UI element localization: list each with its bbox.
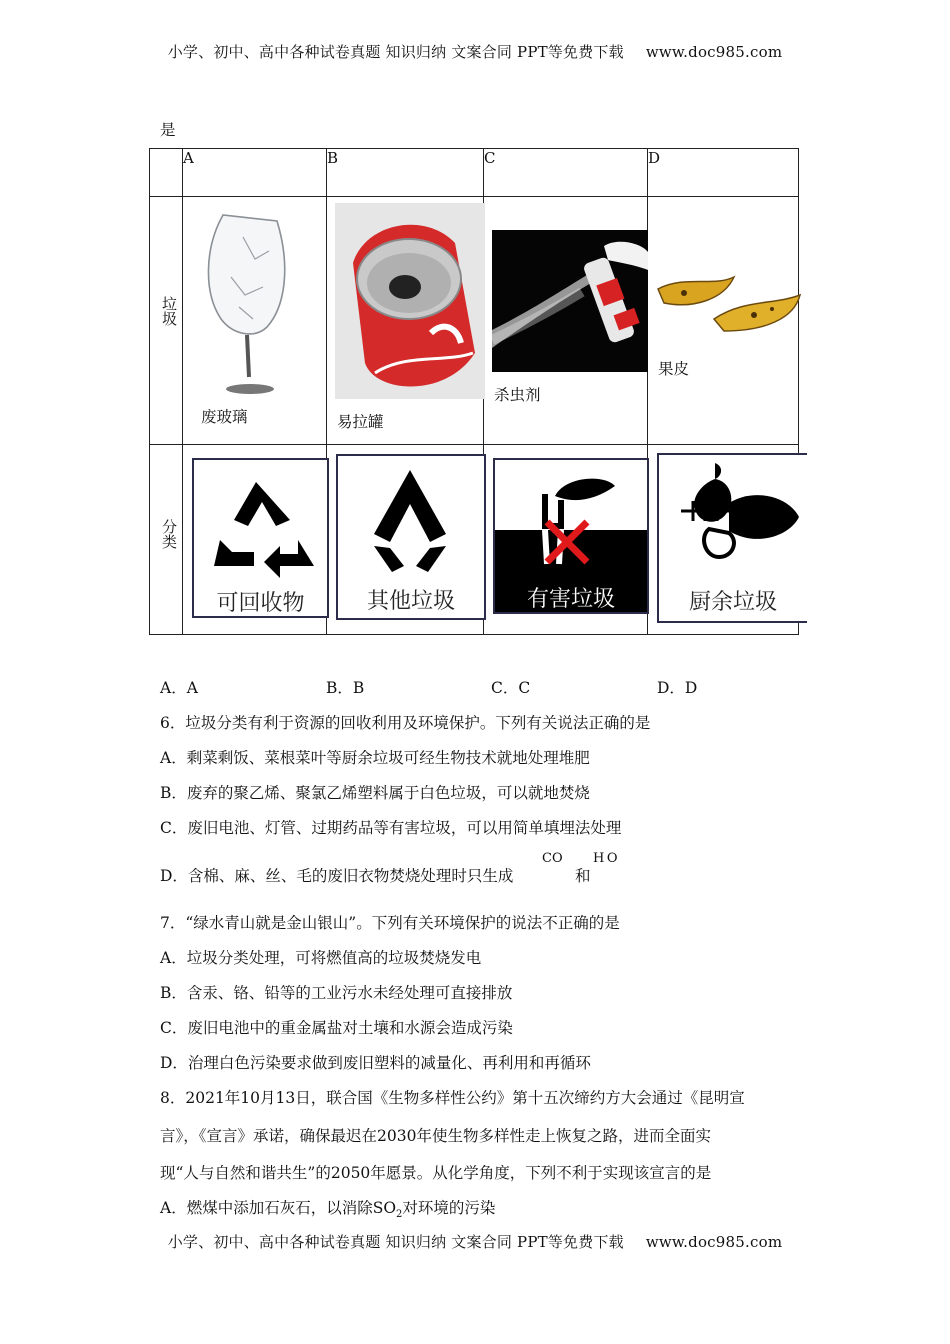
q6-option-b[interactable]: B．废弃的聚乙烯、聚氯乙烯塑料属于白色垃圾，可以就地焚烧 — [160, 784, 590, 802]
row-label-category: 分类 — [160, 519, 178, 549]
item-label-c: 杀虫剂 — [494, 386, 541, 404]
kitchen-waste-sign — [657, 453, 807, 623]
q7-option-b[interactable]: B．含汞、铬、铅等的工业污水未经处理可直接排放 — [160, 984, 513, 1002]
insecticide-spray-image — [492, 230, 648, 372]
banana-peel-image — [654, 269, 804, 339]
q8-option-a-text-end: 对环境的污染 — [402, 1199, 496, 1217]
q6-option-c[interactable]: C．废旧电池、灯管、过期药品等有害垃圾，可以用简单填埋法处理 — [160, 819, 622, 837]
q6-option-a[interactable]: A．剩菜剩饭、菜根菜叶等厨余垃圾可经生物技术就地处理堆肥 — [160, 749, 590, 767]
q8-stem-line1: 8．2021年10月13日，联合国《生物多样性公约》第十五次缔约方大会通过《昆明宣 — [160, 1089, 745, 1107]
q5-option-d[interactable]: D．D — [657, 679, 698, 697]
q5-option-c[interactable]: C．C — [491, 679, 531, 697]
col-header-a: A — [183, 149, 327, 197]
q7-stem: 7．“绿水青山就是金山银山”。下列有关环境保护的说法不正确的是 — [160, 914, 620, 932]
page-header — [0, 41, 950, 62]
item-cell-b — [327, 197, 484, 445]
table-corner — [150, 149, 183, 197]
footer-site[interactable]: www.doc985.com — [645, 1233, 783, 1251]
kitchen-waste-icon — [659, 457, 807, 575]
item-cell-d — [648, 197, 799, 445]
q7-option-c[interactable]: C．废旧电池中的重金属盐对土壤和水源会造成污染 — [160, 1019, 513, 1037]
row-label-category-cell — [150, 445, 183, 635]
q8-stem-line3: 现“人与自然和谐共生”的2050年愿景。从化学角度，下列不利于实现该宣言的是 — [160, 1164, 712, 1182]
q7-option-d[interactable]: D．治理白色污染要求做到废旧塑料的减量化、再利用和再循环 — [160, 1054, 591, 1072]
sign-cell-b — [327, 445, 484, 635]
q8-option-a-text: A．燃煤中添加石灰石，以消除 — [160, 1199, 373, 1217]
hazardous-sign — [493, 458, 649, 614]
hazardous-icon — [495, 466, 647, 576]
sign-cell-c — [484, 445, 648, 635]
formula-o: O — [606, 851, 618, 866]
footer-text: 小学、初中、高中各种试卷真题 知识归纳 文案合同 PPT等免费下载 — [167, 1233, 624, 1251]
item-label-a: 废玻璃 — [201, 408, 248, 426]
recyclable-sign — [192, 458, 329, 618]
broken-glass-image — [183, 207, 327, 407]
sign-label-b: 其他垃圾 — [366, 589, 455, 614]
item-cell-a — [183, 197, 327, 445]
item-label-d: 果皮 — [658, 360, 690, 378]
formula-co2: CO — [542, 851, 563, 866]
col-header-b: B — [327, 149, 484, 197]
page-footer — [0, 1231, 950, 1252]
sign-cell-a — [183, 445, 327, 635]
recycle-icon — [194, 470, 327, 580]
formula-so2: SO — [372, 1199, 397, 1217]
other-waste-sign — [336, 454, 486, 620]
formula-and: 和 — [575, 867, 591, 885]
q5-option-b[interactable]: B．B — [326, 679, 365, 697]
header-text: 小学、初中、高中各种试卷真题 知识归纳 文案合同 PPT等免费下载 — [167, 43, 624, 61]
q8-stem-line2: 言》，《宣言》承诺，确保最迟在2030年使生物多样性走上恢复之路，进而全面实 — [160, 1127, 711, 1145]
sign-label-d: 厨余垃圾 — [688, 590, 777, 615]
sign-label-c: 有害垃圾 — [526, 587, 615, 612]
row-label-garbage-cell — [150, 197, 183, 445]
item-cell-c — [484, 197, 648, 445]
soda-can-image — [335, 203, 485, 399]
col-header-c: C — [484, 149, 648, 197]
sign-cell-d — [648, 445, 799, 635]
sign-label-a: 可回收物 — [216, 591, 305, 616]
formula-so2-sub: 2 — [396, 1209, 403, 1221]
formula-h: H — [593, 851, 605, 866]
q6-option-d-text: D．含棉、麻、丝、毛的废旧衣物焚烧处理时只生成 — [160, 867, 514, 885]
other-waste-icon — [338, 462, 484, 582]
lead-text: 是 — [160, 121, 176, 139]
header-site[interactable]: www.doc985.com — [645, 43, 783, 61]
garbage-table — [149, 148, 799, 635]
q6-option-d[interactable] — [160, 864, 513, 886]
q5-option-a[interactable]: A．A — [160, 679, 198, 697]
row-label-garbage: 垃圾 — [160, 296, 178, 326]
q6-stem: 6．垃圾分类有利于资源的回收利用及环境保护。下列有关说法正确的是 — [160, 714, 651, 732]
item-label-b: 易拉罐 — [337, 413, 384, 431]
q8-option-a[interactable] — [160, 1196, 495, 1220]
col-header-d: D — [648, 149, 799, 197]
q7-option-a[interactable]: A．垃圾分类处理，可将燃值高的垃圾焚烧发电 — [160, 949, 482, 967]
